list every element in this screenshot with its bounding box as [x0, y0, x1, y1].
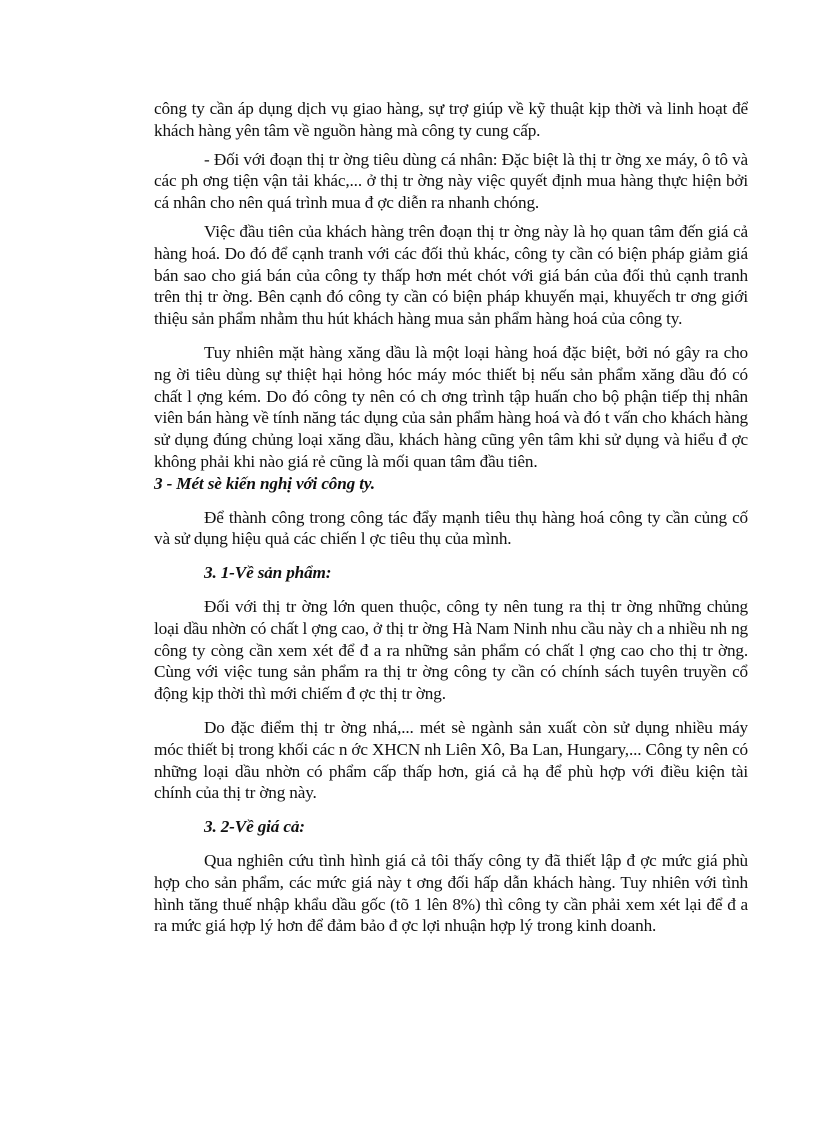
subsection-heading-3-1: 3. 1-Về sản phẩm:	[204, 563, 332, 583]
paragraph-2: - Đối với đoạn thị tr ờng tiêu dùng cá nhân: Đặc biệt là thị tr ờng xe máy, ô tô và các ph ơng tiện vận tải khác,... ở thị tr ờng này việc quyết định mua hàng thực hiện bởi cá nhân cho nên quá trình mua đ ợc diễn ra nhanh chóng.	[154, 149, 748, 213]
subsection-heading-3-2: 3. 2-Về giá cả:	[204, 817, 305, 837]
paragraph-6: Đối với thị tr ờng lớn quen thuộc, công ty nên tung ra thị tr ờng những chủng loại dầu nhờn có chất l ợng cao, ở thị tr ờng Hà Nam Ninh nhu cầu này ch a nhiều nh ng công ty còng cần xem xét để đ a ra những sản phẩm có chất l ợng cao cho thị tr ờng. Cùng với việc tung sản phẩm ra thị tr ờng công ty cần có chính sách tuyên truyền cổ động kịp thời thì mới chiếm đ ợc thị tr ờng.	[154, 596, 748, 704]
paragraph-1: công ty cần áp dụng dịch vụ giao hàng, sự trợ giúp về kỹ thuật kịp thời và linh hoạt để khách hàng yên tâm về nguồn hàng mà công ty cung cấp.	[154, 99, 748, 140]
document-page	[154, 98, 748, 937]
paragraph-7: Do đặc điểm thị tr ờng nhá,... mét sè ngành sản xuất còn sử dụng nhiều máy móc thiết bị trong khối các n ớc XHCN nh Liên Xô, Ba Lan, Hungary,... Công ty nên có những loại dầu nhờn có phẩm cấp thấp hơn, giá cả hạ để phù hợp với điều kiện tài chính của thị tr ờng này.	[154, 717, 748, 803]
paragraph-3: Việc đầu tiên của khách hàng trên đoạn thị tr ờng này là họ quan tâm đến giá cả hàng hoá. Do đó để cạnh tranh với các đối thủ khác, công ty cần có biện pháp giảm giá bán sao cho giá bán của công ty thấp hơn mét chót với giá bán của đối thủ cạnh tranh trên thị tr ờng. Bên cạnh đó công ty cần có biện pháp khuyến mại, khuyếch tr ơng giới thiệu sản phẩm nhằm thu hút khách hàng mua sản phẩm hàng hoá của công ty.	[154, 221, 748, 329]
paragraph-5: Để thành công trong công tác đẩy mạnh tiêu thụ hàng hoá công ty cần củng cố và sử dụng hiệu quả các chiến l ợc tiêu thụ của mình.	[154, 507, 748, 549]
paragraph-8: Qua nghiên cứu tình hình giá cả tôi thấy công ty đã thiết lập đ ợc mức giá phù hợp cho sản phẩm, các mức giá này t ơng đối hấp dẫn khách hàng. Tuy nhiên với tình hình tăng thuế nhập khẩu dầu gốc (tõ 1 lên 8%) thì công ty cần phải xem xét lại để đ a ra mức giá hợp lý hơn để đảm bảo đ ợc lợi nhuận hợp lý trong kinh doanh.	[154, 850, 748, 936]
paragraph-4: Tuy nhiên mặt hàng xăng dầu là một loại hàng hoá đặc biệt, bởi nó gây ra cho ng ời tiêu dùng sự thiệt hại hỏng hóc máy móc thiết bị nếu sản phẩm xăng dầu đó có chất l ợng kém. Do đó công ty nên có ch ơng trình tập huấn cho bộ phận tiếp thị nhân viên bán hàng về tính năng tác dụng của sản phẩm hàng hoá và đó t vấn cho khách hàng sử dụng đúng chủng loại xăng dầu, khách hàng cũng yên tâm khi sử dụng và hiểu đ ợc không phải khi nào giá rẻ cũng là mối quan tâm đầu tiên.	[154, 342, 748, 471]
section-heading-3: 3 - Mét sè kiến nghị với công ty.	[154, 473, 375, 493]
